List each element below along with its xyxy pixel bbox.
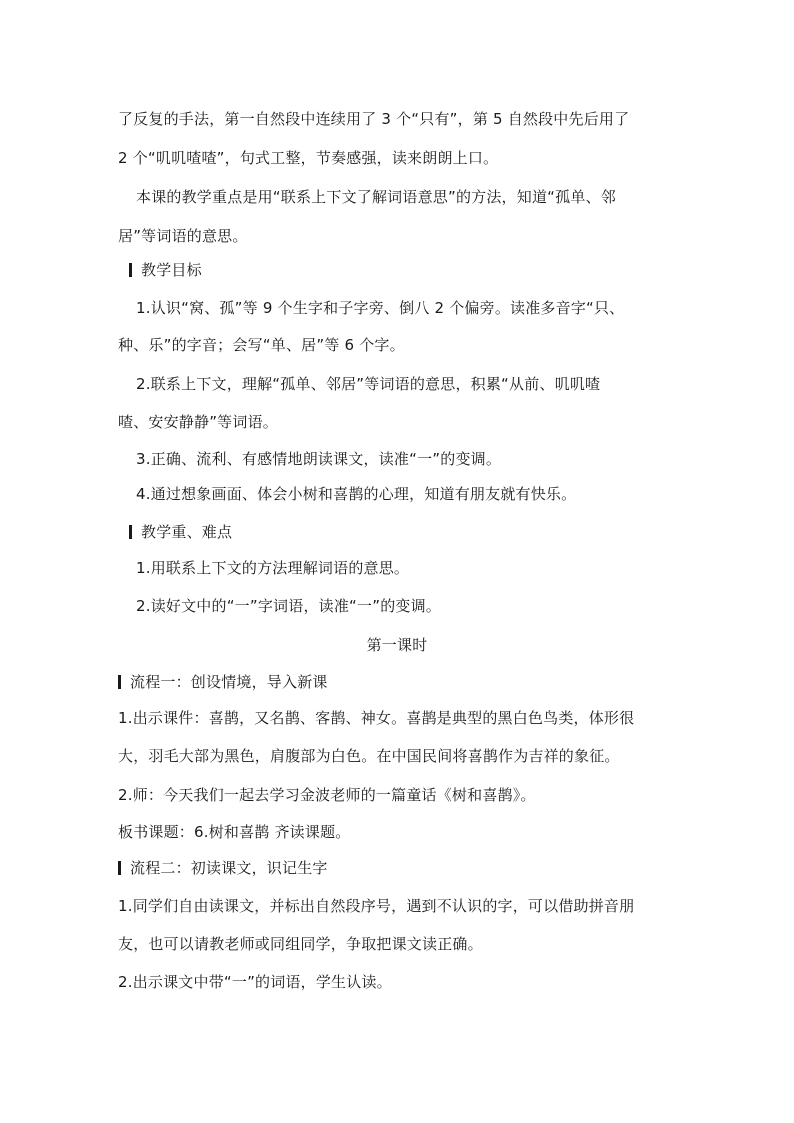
key-point-item: 1.用联系上下文的方法理解词语的意思。 xyxy=(136,559,410,577)
section-heading-text: 教学重、难点 xyxy=(141,523,233,541)
objective-item: 1.认识“窝、孤”等 9 个生字和子字旁、倒八 2 个偏旁。读准多音字“只、 xyxy=(136,299,625,317)
objective-item: 2.联系上下文，理解“孤单、邻居”等词语的意思，积累“从前、叽叽喳 xyxy=(136,375,601,393)
paragraph-line: 本课的教学重点是用“联系上下文了解词语意思”的方法，知道“孤单、邻 xyxy=(136,188,616,206)
section-heading-key-points xyxy=(129,522,689,542)
lesson-period-title: 第一课时 xyxy=(366,636,428,654)
process-heading-text: 流程一：创设情境，导入新课 xyxy=(130,673,328,691)
process-heading-text: 流程二：初读课文，识记生字 xyxy=(130,859,328,877)
process-step: 2.出示课文中带“一”的词语，学生认读。 xyxy=(118,973,392,991)
section-marker-icon xyxy=(129,263,132,277)
process-heading-two xyxy=(118,858,678,878)
paragraph-line: 居”等词语的意思。 xyxy=(118,227,248,245)
section-marker-icon xyxy=(118,861,121,875)
process-step-continued: 友，也可以请教老师或同组同学，争取把课文读正确。 xyxy=(118,935,483,953)
objective-item-continued: 喳、安安静静”等词语。 xyxy=(118,413,278,431)
process-step: 2.师：今天我们一起去学习金波老师的一篇童话《树和喜鹊》。 xyxy=(118,786,536,804)
paragraph-line: 2 个“叽叽喳喳”，句式工整，节奏感强，读来朗朗上口。 xyxy=(118,149,499,167)
objective-item-continued: 种、乐”的字音；会写“单、居”等 6 个字。 xyxy=(118,336,405,354)
section-marker-icon xyxy=(118,675,121,689)
process-step-continued: 大，羽毛大部为黑色，肩腹部为白色。在中国民间将喜鹊作为吉祥的象征。 xyxy=(118,747,620,765)
section-marker-icon xyxy=(129,525,132,539)
section-heading-text: 教学目标 xyxy=(141,261,202,279)
process-step: 1.同学们自由读课文，并标出自然段序号，遇到不认识的字，可以借助拼音朋 xyxy=(118,897,635,915)
objective-item: 4.通过想象画面、体会小树和喜鹊的心理，知道有朋友就有快乐。 xyxy=(136,485,577,503)
process-step: 1.出示课件：喜鹊，又名鹊、客鹊、神女。喜鹊是典型的黑白色鸟类，体形很 xyxy=(118,709,635,727)
paragraph-line: 了反复的手法，第一自然段中连续用了 3 个“只有”，第 5 自然段中先后用了 xyxy=(118,110,630,128)
key-point-item: 2.读好文中的“一”字词语，读准“一”的变调。 xyxy=(136,597,441,615)
objective-item: 3.正确、流利、有感情地朗读课文，读准“一”的变调。 xyxy=(136,450,502,468)
section-heading-objectives xyxy=(129,260,689,280)
board-title-note: 板书课题：6.树和喜鹊 齐读课题。 xyxy=(118,823,351,841)
process-heading-one xyxy=(118,672,678,692)
